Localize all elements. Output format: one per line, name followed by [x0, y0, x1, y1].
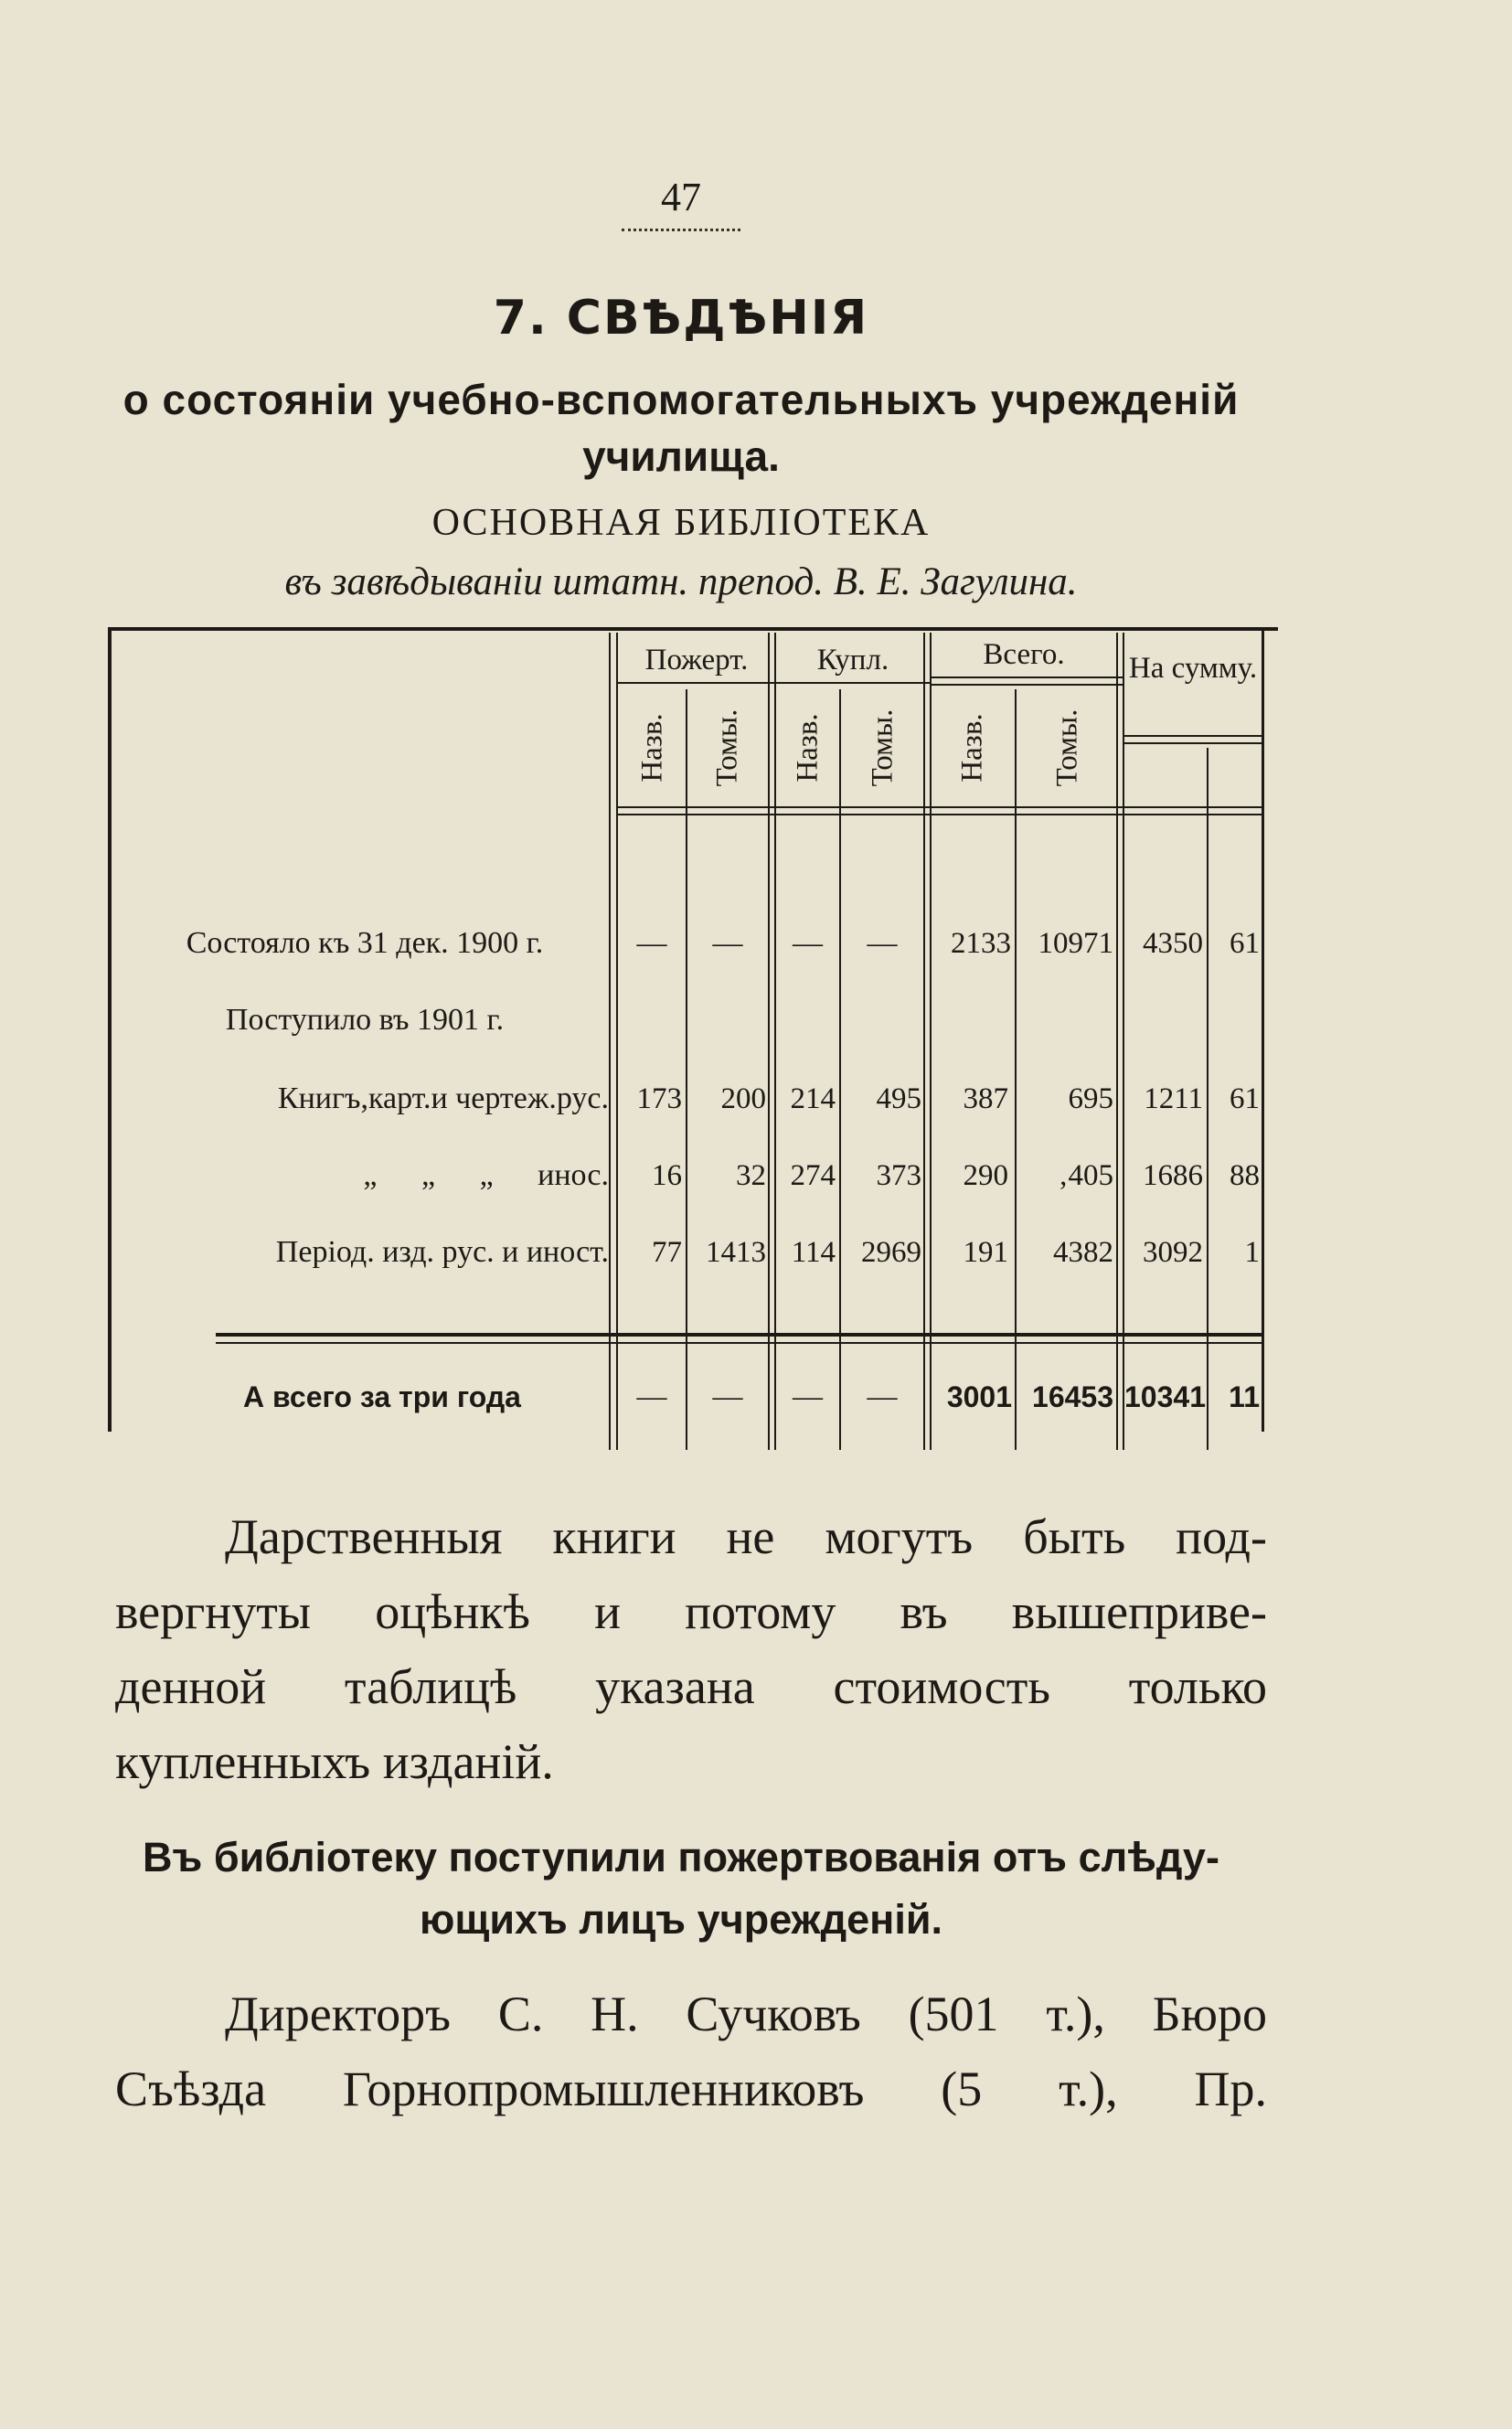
page-number-rule — [622, 229, 740, 231]
group-rule-1a — [768, 633, 770, 1450]
library-table — [108, 627, 1278, 1450]
table-cell: 3001 — [946, 1380, 1012, 1413]
group-header-donated: Пожерт. — [644, 644, 749, 676]
table-cell: 61 — [1230, 1082, 1260, 1115]
paragraph-line: Дарственныя книги не могутъ быть под- — [225, 1509, 1267, 1564]
table-cell: 88 — [1230, 1159, 1260, 1192]
table-cell: 10971 — [1038, 927, 1113, 960]
table-cell: 77 — [652, 1236, 682, 1269]
table-cell: 191 — [963, 1236, 1008, 1269]
table-right-rule — [1262, 627, 1264, 1432]
donors-heading-line-2: ющихъ лицъ учрежденій. — [419, 1896, 943, 1943]
row-label-received-1901: Поступило въ 1901 г. — [225, 1003, 505, 1037]
row-label-total: А всего за три года — [243, 1380, 521, 1413]
table-cell: 495 — [876, 1082, 921, 1115]
row-label-state-1900: Состояло къ 31 дек. 1900 г. — [186, 926, 544, 960]
library-heading: ОСНОВНАЯ БИБЛІОТЕКА — [431, 502, 931, 544]
table-cell: 4350 — [1143, 927, 1203, 960]
group-rule-2a — [923, 633, 925, 1450]
table-cell: 387 — [963, 1082, 1008, 1115]
row-label-books-russian: Книгъ,карт.и чертеж.рус. — [277, 1081, 609, 1115]
table-cell: 1211 — [1144, 1082, 1203, 1115]
group-rule-3b — [1123, 633, 1124, 1450]
subhead-donated-titles: Назв. — [635, 713, 669, 783]
table-cell: — — [636, 927, 667, 960]
table-cell: ‚405 — [1058, 1159, 1113, 1192]
note-paragraph — [115, 1499, 1267, 1799]
page-number: 47 — [661, 175, 701, 219]
library-subheading: въ завѣдываніи штатн. препод. В. Е. Загулина. — [284, 560, 1078, 603]
table-cell: 373 — [876, 1159, 921, 1192]
table-cell: 1 — [1244, 1236, 1260, 1269]
paragraph-line: вергнуты оцѣнкѣ и потому въ вышеприве- — [115, 1584, 1267, 1639]
table-top-rule — [108, 627, 1278, 631]
label-col-rule-a — [609, 633, 611, 1450]
donors-heading-line-1: Въ библіотеку поступили пожертвованія отъ слѣду- — [143, 1834, 1219, 1880]
subtitle-line-1: о состояніи учебно-вспомогательныхъ учрежденій — [122, 376, 1240, 423]
group-rule-1b — [774, 633, 776, 1450]
total-rule-a — [216, 1333, 1262, 1337]
head-rule-3a — [930, 676, 1123, 678]
subhead-total-titles: Назв. — [955, 713, 989, 783]
head-rule-3b — [930, 684, 1123, 686]
donors-heading — [0, 1827, 1362, 1951]
subhead-donated-volumes: Томы. — [710, 708, 744, 787]
table-cell: 200 — [720, 1082, 766, 1115]
total-rule-b — [216, 1342, 1262, 1344]
table-cell: 4382 — [1053, 1236, 1113, 1269]
section-title: 7. СВѢДѢНІЯ — [493, 291, 869, 346]
table-cell: 3092 — [1143, 1236, 1203, 1269]
table-cell: 10341 — [1124, 1380, 1206, 1413]
head-rule-1 — [616, 682, 776, 684]
table-cell: 2969 — [861, 1236, 921, 1269]
table-cell: 274 — [790, 1159, 836, 1192]
head-bottom-rule-b — [616, 814, 1262, 815]
table-cell: — — [867, 1380, 898, 1413]
paragraph-line: Директоръ С. Н. Сучковъ (501 т.), Бюро — [225, 1987, 1267, 2041]
table-cell: — — [636, 1380, 667, 1413]
table-cell: 16 — [652, 1159, 682, 1192]
head-rule-4b — [1123, 742, 1262, 744]
table-cell: 173 — [636, 1082, 682, 1115]
donors-paragraph — [115, 1976, 1267, 2126]
table-cell: 1413 — [706, 1236, 766, 1269]
group-header-total: Всего. — [983, 638, 1065, 671]
table-cell: 16453 — [1032, 1380, 1113, 1413]
table-cell: — — [793, 1380, 823, 1413]
subhead-bought-volumes: Томы. — [866, 708, 900, 787]
table-cell: 2133 — [951, 927, 1011, 960]
table-cell: 214 — [790, 1082, 836, 1115]
table-cell: 114 — [791, 1236, 836, 1269]
row-label-books-foreign: „ „ „ инос. — [363, 1158, 609, 1192]
table-cell: 1686 — [1143, 1159, 1203, 1192]
table-cell: — — [867, 927, 898, 960]
table-cell: 61 — [1230, 927, 1260, 960]
row-label-periodicals: Період. изд. рус. и иност. — [275, 1235, 609, 1269]
group-header-bought: Купл. — [816, 644, 889, 676]
subhead-total-volumes: Томы. — [1050, 708, 1084, 787]
table-cell: 11 — [1229, 1380, 1260, 1413]
label-col-rule-b — [616, 633, 618, 1450]
table-cell: 32 — [736, 1159, 766, 1192]
paragraph-line: Съѣзда Горнопромышленниковъ (5 т.), Пр. — [115, 2061, 1267, 2116]
table-cell: 290 — [963, 1159, 1008, 1192]
table-cell: — — [712, 927, 743, 960]
group-rule-3a — [1116, 633, 1118, 1450]
group-rule-2b — [930, 633, 932, 1450]
head-rule-2 — [774, 682, 932, 684]
subtitle-line-2: училища. — [582, 432, 780, 480]
subhead-bought-titles: Назв. — [791, 713, 825, 783]
table-cell: — — [712, 1380, 743, 1413]
table-cell: 695 — [1068, 1082, 1113, 1115]
paragraph-line: купленныхъ изданій. — [115, 1734, 554, 1789]
head-rule-4a — [1123, 735, 1262, 737]
group-header-sum: На сумму. — [1128, 652, 1258, 685]
head-bottom-rule-a — [616, 806, 1262, 808]
paragraph-line: денной таблицѣ указана стоимость только — [115, 1659, 1267, 1714]
table-cell: — — [793, 927, 823, 960]
